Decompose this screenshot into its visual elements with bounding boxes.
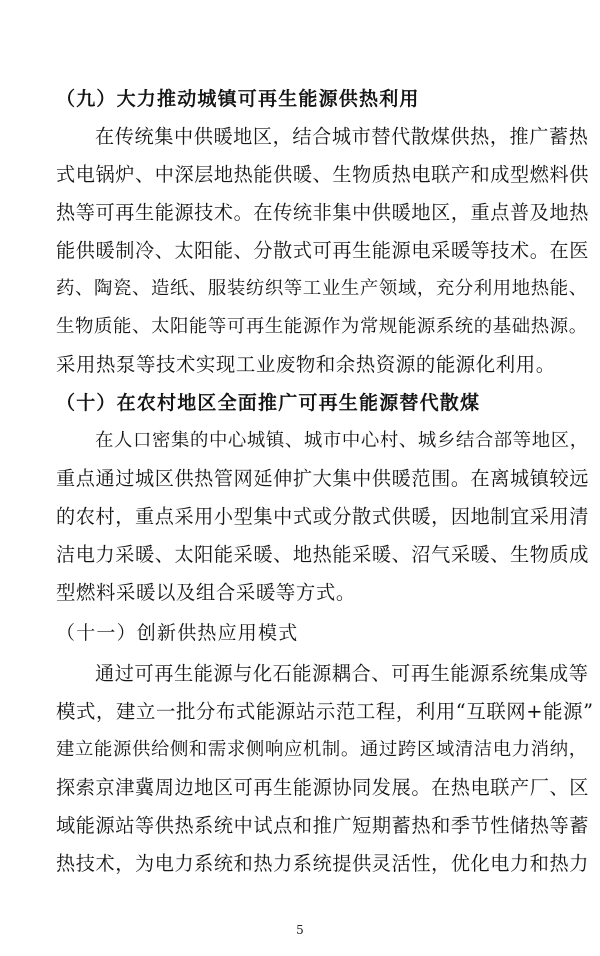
- paragraph-line: 型燃料采暖以及组合采暖等方式。: [56, 581, 356, 604]
- section-heading-9: （九）大力推动城镇可再生能源供热利用: [56, 88, 420, 110]
- paragraph-line: 采用热泵等技术实现工业废物和余热资源的能源化利用。: [56, 353, 556, 376]
- paragraph-line: 洁电力采暖、太阳能采暖、地热能采暖、沼气采暖、生物质成: [56, 543, 589, 566]
- paragraph-line: 能供暖制冷、太阳能、分散式可再生能源电采暖等技术。在医: [56, 239, 589, 262]
- paragraph-line: 建立能源供给侧和需求侧响应机制。通过跨区域清洁电力消纳，: [56, 739, 588, 760]
- paragraph-line: 在传统集中供暖地区，结合城市替代散煤供热，推广蓄热: [95, 125, 589, 148]
- section-heading-11: （十一）创新供热应用模式: [56, 622, 299, 644]
- paragraph-line: 热等可再生能源技术。在传统非集中供暖地区，重点普及地热: [56, 201, 589, 224]
- paragraph-line: 药、陶瓷、造纸、服装纺织等工业生产领域，充分利用地热能、: [56, 278, 588, 299]
- paragraph-line: 在人口密集的中心城镇、城市中心村、城乡结合部等地区，: [95, 430, 589, 451]
- section-heading-10: （十）在农村地区全面推广可再生能源替代散煤: [56, 392, 481, 414]
- paragraph-line: 生物质能、太阳能等可再生能源作为常规能源系统的基础热源。: [56, 316, 588, 337]
- paragraph-line: 域能源站等供热系统中试点和推广短期蓄热和季节性储热等蓄: [56, 814, 589, 837]
- paragraph-line: 重点通过城区供热管网延伸扩大集中供暖范围。在离城镇较远: [56, 467, 589, 490]
- page-number: 5: [296, 923, 304, 937]
- paragraph-line: 模式，建立一批分布式能源站示范工程，利用“互联网+能源”: [56, 700, 594, 723]
- paragraph-line: 的农村，重点采用小型集中式或分散式供暖，因地制宜采用清: [56, 505, 589, 528]
- paragraph-line: 式电锅炉、中深层地热能供暖、生物质热电联产和成型燃料供: [56, 163, 589, 186]
- paragraph-line: 通过可再生能源与化石能源耦合、可再生能源系统集成等: [95, 662, 589, 685]
- paragraph-line: 探索京津冀周边地区可再生能源协同发展。在热电联产厂、区: [56, 776, 589, 799]
- paragraph-line: 热技术，为电力系统和热力系统提供灵活性，优化电力和热力: [56, 852, 589, 875]
